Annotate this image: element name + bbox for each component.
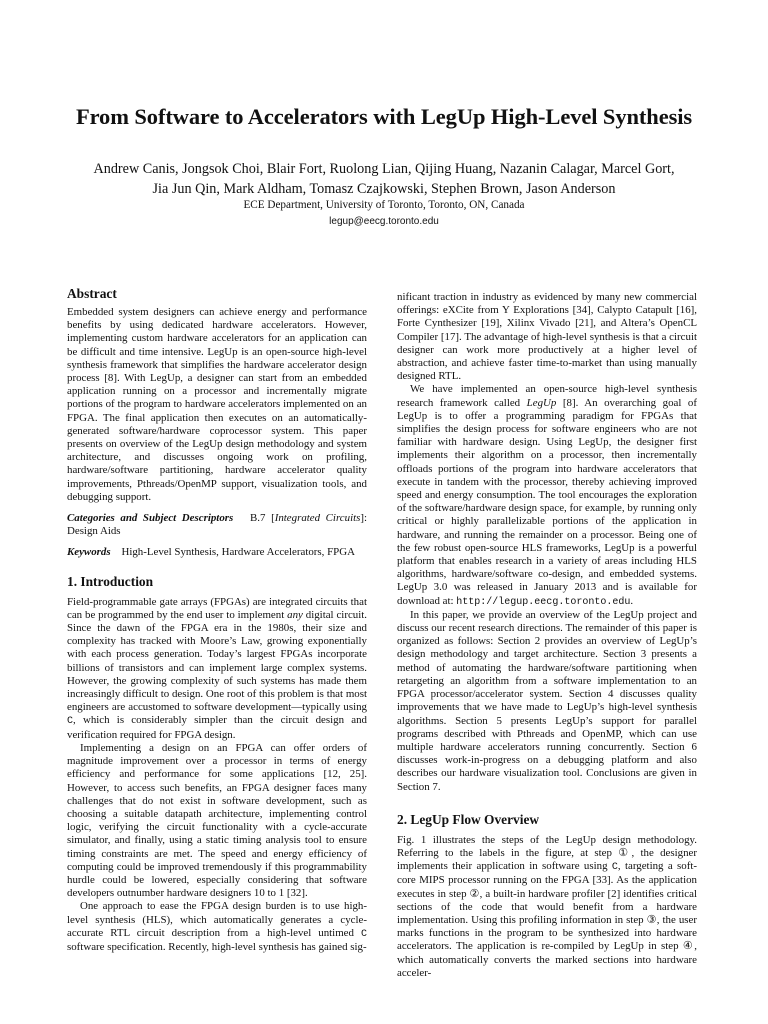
- intro-p1-text-a: Field-programmable gate arrays (FPGAs) are integrated circuits that can be programmed by the end user to implement: [67, 595, 367, 621]
- authors-line-1: Andrew Canis, Jongsok Choi, Blair Fort, Ruolong Lian, Qijing Huang, Nazanin Calagar, Marcel Gort,: [93, 161, 675, 177]
- flow-text-a: Fig. 1 illustrates the steps of the LegUp design methodology. Referring to the labels in the figure, at step ①, the designer implements their application in software using: [397, 833, 697, 873]
- keywords-label: Keywords: [67, 546, 111, 559]
- intro-p1-any: any: [287, 608, 303, 621]
- authors-line-2: Jia Jun Qin, Mark Aldham, Tomasz Czajkowski, Stephen Brown, Jason Anderson: [152, 181, 616, 197]
- flow-paragraph-1: [397, 834, 697, 980]
- download-url[interactable]: http://legup.eecg.toronto.edu: [456, 596, 631, 608]
- categories-name: Integrated Circuits: [274, 512, 361, 525]
- intro-p1-c-code: C: [67, 716, 74, 728]
- intro-p3-c-code: C: [360, 928, 367, 940]
- affiliation: ECE Department, University of Toronto, Toronto, ON, Canada: [243, 199, 525, 211]
- right-p2-text-b: [8]. An overarching goal of LegUp is to offer a programming paradigm for FPGAs that simplifies the design process for software engineers who are not familiar with hardware design. Using LegUp, the designer first implements their algorithm on a processor, then incrementally offloads portions of the program into hardware accelerators that execute in tandem with the processor, thereby achieving improved speed and energy consumption. The tool encourages the exploration of the software/hardware design space, for example, by running only critical or highly parallelizable portions of the application in hardware, and running the remainder on a processor. Being one of the few robust open-source HLS frameworks, LegUp is a powerful platform that enables research in a variety of areas including HLS algorithms, hardware/software co-design, and embedded systems. LegUp 3.0 was released in January 2013 and is available for download at:: [397, 396, 697, 607]
- flow-text-b: , targeting a soft-core MIPS processor running on the FPGA [33]. As the application executes in step ②, a built-in hardware profiler [2] identifies critical sections of the code that would benefit from a hardware implementation. Using this profiling information in step ③, the user marks functions in the program to be synthesized into hardware accelerators. The application is re-compiled by LegUp in step ④, which automatically converts the marked sections into hardware acceler-: [397, 860, 697, 979]
- introduction-heading: 1. Introduction: [67, 573, 154, 589]
- categories-rest: ]: Design Aids: [67, 512, 368, 538]
- right-p2-legup: LegUp: [526, 396, 557, 409]
- right-paragraph-2: [397, 383, 697, 608]
- right-paragraph-1: nificant traction in industry as evidenced by many new commercial offerings: eXCite from Y Explorations [34], Calypto Catapult [16], Forte Cynthesizer [19], Xilinx Vivado [21], and Altera’s OpenCL Compiler [17]. The advantage of high-level synthesis is that a circuit designer can work more productively at a higher level of abstraction, and achieve faster time-to-market than using manually designed RTL.: [397, 291, 697, 383]
- right-p2-end: .: [630, 594, 634, 607]
- keywords: [67, 546, 367, 559]
- author-list: [60, 159, 708, 199]
- intro-paragraph-2: Implementing a design on an FPGA can offer orders of magnitude improvement over a processor in terms of energy efficiency and performance for some applications [12, 25]. However, to access such benefits, an FPGA designer faces many challenges that do not exist in software development, such as choosing a suitable datapath architecture, implementing control logic, verifying the circuit functionality with a cycle-accurate simulator, and finally, using a static timing analysis tool to ensure timing constraints are met. The speed and energy efficiency of computing could be improved tremendously if this programmability hurdle could be lowered, especially considering that software developers outnumber hardware designers 10 to 1 [32].: [67, 741, 367, 900]
- intro-p3-text-b: software specification. Recently, high-level synthesis has gained sig-: [67, 940, 367, 953]
- intro-p1-text-b: digital circuit. Since the dawn of the FPGA era in the 1980s, their size and complexity has tracked with Moore’s Law, growing exponentially with each process generation. Today’s largest FPGAs incorporate billions of transistors and can implement large complex systems. However, the growing complexity of such systems has made them increasingly difficult to design. One root of this problem is that most engineers are accustomed to software development—typically using: [67, 608, 367, 714]
- categories-descriptors: [67, 512, 367, 538]
- right-paragraph-3: In this paper, we provide an overview of the LegUp project and discuss our recent research directions. The remainder of this paper is organized as follows: Section 2 provides an overview of LegUp’s design methodology and target architecture. Section 3 presents a method of automating the hardware/software partitioning when retargeting an algorithm from a software implementation to an FPGA processor/accelerator system. Section 4 discusses quality improvements that we have made to LegUp’s high-level synthesis algorithms. Section 5 presents LegUp’s support for parallel programs described with Pthreads and OpenMP, which can use multiple hardware accelerators running concurrently. Section 6 discusses work-in-progress on a debugging platform and also describes our hardware visualization tool. Conclusions are given in Section 7.: [397, 608, 697, 793]
- intro-paragraph-1: [67, 596, 367, 742]
- intro-paragraph-3: [67, 900, 367, 954]
- paper-title: From Software to Accelerators with LegUp High-Level Synthesis: [75, 104, 693, 129]
- right-column: [397, 291, 697, 980]
- categories-code: B.7 [: [250, 512, 275, 525]
- contact-email: legup@eecg.toronto.edu: [329, 216, 439, 227]
- abstract-heading: Abstract: [67, 286, 117, 301]
- intro-p3-text-a: One approach to ease the FPGA design burden is to use high-level synthesis (HLS), which automatically generates a cycle-accurate RTL circuit description from a high-level untimed: [67, 900, 367, 939]
- left-column: [67, 286, 367, 954]
- right-p2-text-a: We have implemented an open-source high-level synthesis research framework called: [397, 383, 697, 409]
- flow-c-code: C: [611, 862, 618, 874]
- intro-p1-text-d: , which is considerably simpler than the circuit design and verification required for FPGA design.: [67, 714, 367, 741]
- abstract-text: Embedded system designers can achieve energy and performance benefits by using dedicated hardware accelerators. However, implementing custom hardware accelerators for an application can be difficult and time intensive. LegUp is an open-source high-level synthesis framework that simplifies the hardware accelerator design process [8]. With LegUp, a designer can start from an embedded application running on a processor and incrementally migrate portions of the program to hardware accelerators implemented on an FPGA. The final application then executes on an automatically-generated software/hardware coprocessor system. This paper presents on overview of the LegUp design methodology and system architecture, and discusses ongoing work on profiling, hardware/software partitioning, hardware accelerator quality improvements, Pthreads/OpenMP support, visualization tools, and debugging support.: [67, 306, 367, 503]
- flow-overview-heading: 2. LegUp Flow Overview: [397, 811, 540, 827]
- keywords-text: High-Level Synthesis, Hardware Accelerators, FPGA: [121, 546, 355, 559]
- categories-label: Categories and Subject Descriptors: [67, 512, 234, 525]
